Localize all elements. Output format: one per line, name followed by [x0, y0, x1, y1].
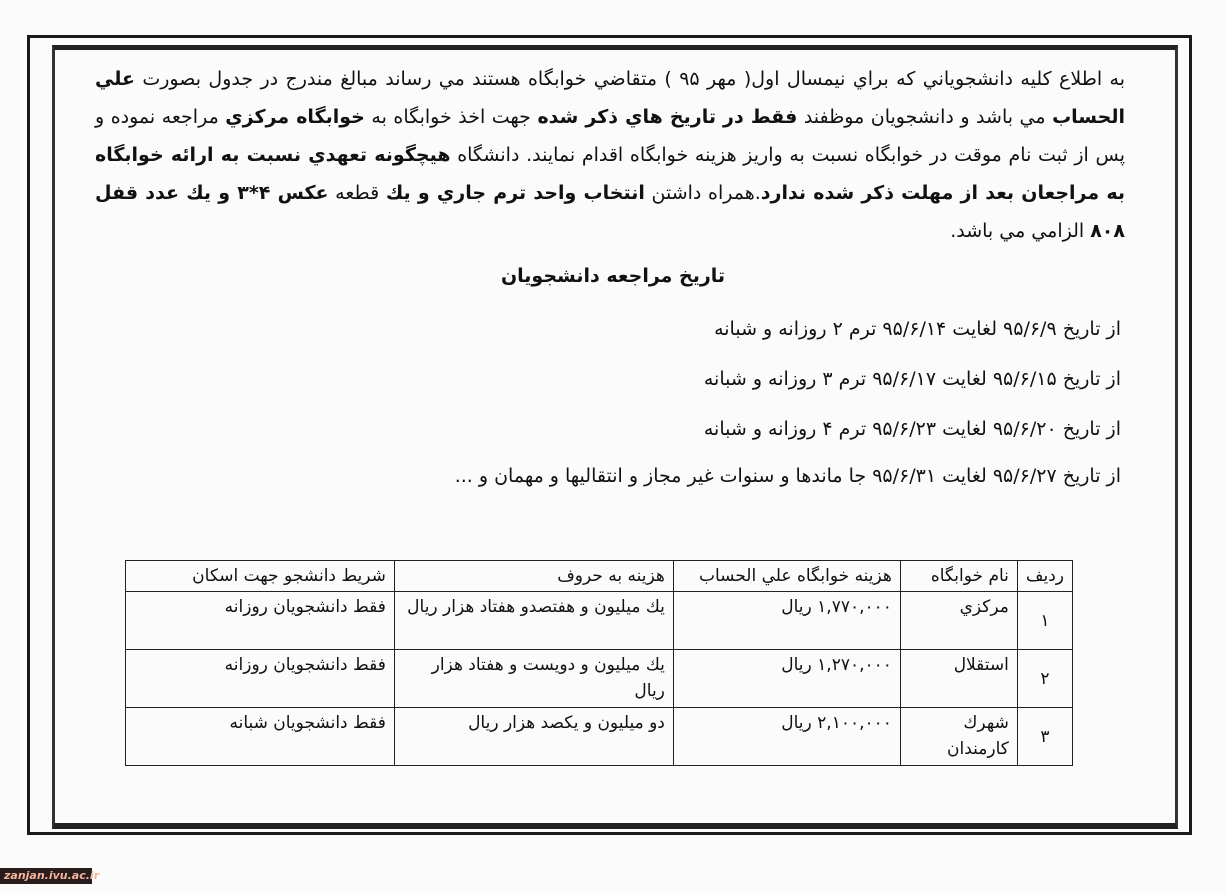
notice-text: جهت اخذ خوابگاه به	[371, 106, 531, 128]
notice-bold: علي الحساب	[95, 68, 1125, 128]
notice-text: الزامي مي باشد.	[950, 220, 1085, 242]
site-watermark: zanjan.ivu.ac.ir	[0, 868, 92, 884]
schedule-line: از تاريخ ۹۵/۶/۱۵ لغايت ۹۵/۶/۱۷ ترم ۳ روزانه و شبانه	[703, 368, 1121, 390]
cell-radif: ۲	[1017, 650, 1072, 708]
notice-text: قطعه	[335, 182, 380, 204]
header-condition: شريط دانشجو جهت اسكان	[126, 561, 395, 592]
table-row	[126, 708, 1073, 766]
header-words: هزينه به حروف	[394, 561, 673, 592]
header-radif: رديف	[1017, 561, 1072, 592]
cell-cost: ۱,۷۷۰,۰۰۰ ريال	[673, 592, 900, 650]
schedule-title: تاريخ مراجعه دانشجويان	[500, 265, 726, 287]
notice-bold: فقط در تاريخ هاي ذكر شده	[537, 106, 798, 128]
notice-text: به اطلاع كليه دانشجوياني كه براي نيمسال اول( مهر ۹۵ ) متقاضي خوابگاه هستند مي رساند مبالغ مندرج در جدول بصورت	[142, 68, 1125, 90]
cell-cost: ۲,۱۰۰,۰۰۰ ريال	[673, 708, 900, 766]
cell-condition: فقط دانشجويان روزانه	[126, 592, 395, 650]
dormitory-table	[125, 560, 1073, 766]
cell-radif: ۳	[1017, 708, 1072, 766]
notice-bold: انتخاب واحد ترم جاري و يك	[385, 182, 645, 204]
schedule-line: از تاريخ ۹۵/۶/۹ لغايت ۹۵/۶/۱۴ ترم ۲ روزانه و شبانه	[714, 318, 1121, 340]
cell-words: دو ميليون و يكصد هزار ريال	[394, 708, 673, 766]
cell-name: مركزي	[900, 592, 1017, 650]
table-row	[126, 592, 1073, 650]
table-header-row	[126, 561, 1073, 592]
cell-words: يك ميليون و دويست و هفتاد هزار ريال	[394, 650, 673, 708]
notice-bold: خوابگاه مركزي	[225, 106, 365, 128]
cell-cost: ۱,۲۷۰,۰۰۰ ريال	[673, 650, 900, 708]
header-name: نام خوابگاه	[900, 561, 1017, 592]
notice-text: مراجعه نموده و پس از ثبت نام موقت در خوابگاه نسبت به واريز هزينه خوابگاه اقدام نمايند. دانشگاه	[95, 106, 1125, 166]
cell-name: شهرك كارمندان	[900, 708, 1017, 766]
cell-radif: ۱	[1017, 592, 1072, 650]
notice-bold: هيچگونه تعهدي نسبت به ارائه خوابگاه به مراجعان بعد از مهلت ذكر شده ندارد	[95, 144, 1125, 204]
notice-text: .همراه داشتن	[651, 182, 761, 204]
cell-words: يك ميليون و هفتصدو هفتاد هزار ريال	[394, 592, 673, 650]
header-cost: هزينه خوابگاه علي الحساب	[673, 561, 900, 592]
cell-condition: فقط دانشجويان شبانه	[126, 708, 395, 766]
notice-bold: عكس ۴*۳ و يك عدد قفل ۸۰۸	[95, 182, 1125, 242]
table-row	[126, 650, 1073, 708]
notice-paragraph	[95, 60, 1125, 250]
schedule-line: از تاريخ ۹۵/۶/۲۷ لغايت ۹۵/۶/۳۱ جا ماندها و سنوات غير مجاز و انتقاليها و مهمان و ...	[454, 465, 1121, 487]
notice-text: مي باشد و دانشجويان موظفند	[803, 106, 1046, 128]
cell-condition: فقط دانشجويان روزانه	[126, 650, 395, 708]
schedule-line: از تاريخ ۹۵/۶/۲۰ لغايت ۹۵/۶/۲۳ ترم ۴ روزانه و شبانه	[703, 418, 1121, 440]
cell-name: استقلال	[900, 650, 1017, 708]
